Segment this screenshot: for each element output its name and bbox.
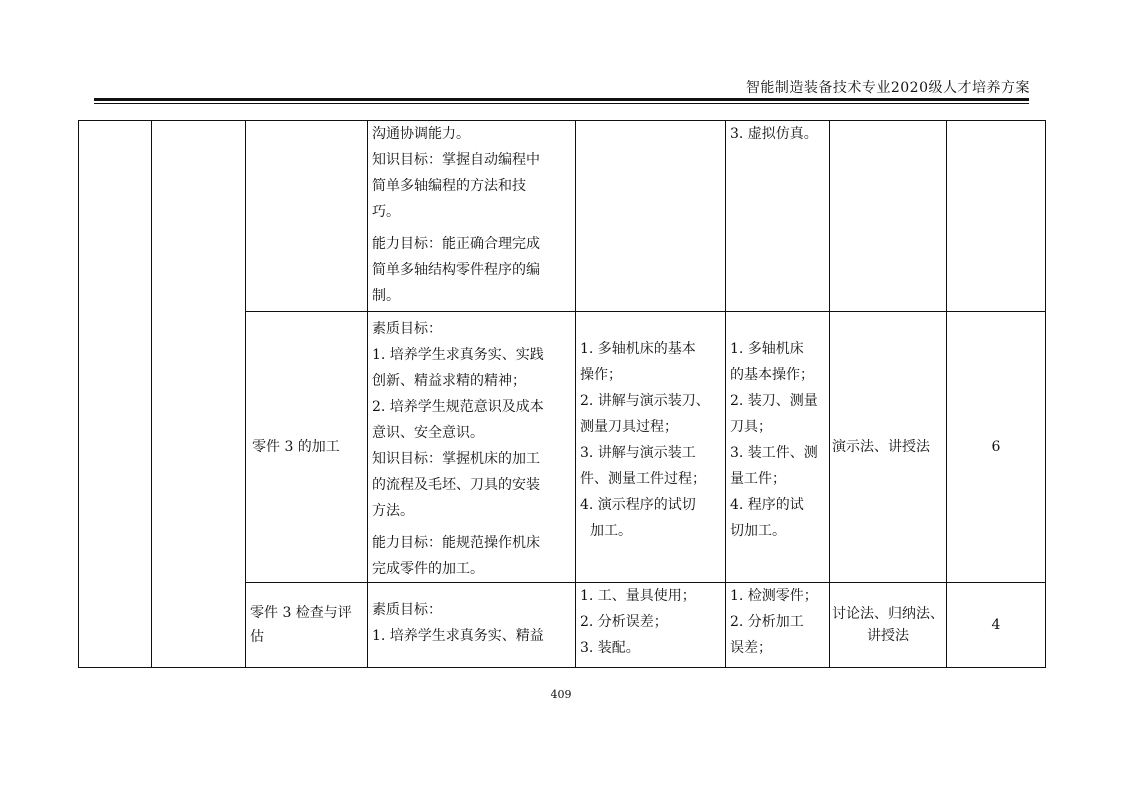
activity-line: 1. 检测零件；: [730, 588, 818, 604]
goal-line: 能力目标：能正确合理完成: [372, 236, 540, 252]
content-line: 2. 分析误差；: [580, 614, 668, 630]
goals-cell: [368, 121, 576, 312]
goal-line: 完成零件的加工。: [372, 561, 484, 577]
goal-line: 知识目标：掌握机床的加工: [372, 451, 540, 467]
hours-cell: 4: [947, 583, 1046, 668]
content-line: 测量刀具过程；: [580, 419, 678, 435]
goal-line: 方法。: [372, 503, 414, 519]
activity-line: 2. 装刀、测量: [730, 393, 818, 409]
goal-line: 创新、精益求精的精神；: [372, 373, 526, 389]
unit-cell: [246, 121, 368, 312]
activity-line: 误差；: [730, 640, 772, 656]
goals-cell: [368, 312, 576, 583]
goal-line: 2. 培养学生规范意识及成本: [372, 399, 544, 415]
document-header-title: 智能制造装备技术专业2020级人才培养方案: [745, 80, 1030, 96]
activity-line: 切加工。: [730, 523, 786, 539]
hours-cell: [947, 121, 1046, 312]
goal-line: 沟通协调能力。: [372, 126, 470, 142]
goal-line: 的流程及毛坯、刀具的安装: [372, 477, 540, 493]
content-line: 件、测量工件过程；: [580, 471, 706, 487]
goal-line: 1. 培养学生求真务实、精益: [372, 628, 544, 644]
goal-line: 巧。: [372, 204, 400, 220]
content-line: 操作；: [580, 367, 622, 383]
goal-line: 素质目标：: [372, 602, 442, 618]
goal-line: 能力目标：能规范操作机床: [372, 535, 540, 551]
table-row: [79, 121, 1046, 312]
goal-line: 知识目标：掌握自动编程中: [372, 152, 540, 168]
goal-line: 制。: [372, 288, 400, 304]
header-rule-thick: [94, 98, 1029, 101]
content-line: 3. 讲解与演示装工: [580, 445, 696, 461]
course-plan-table: [78, 120, 1046, 668]
content-line: 加工。: [590, 523, 632, 539]
goal-line: 意识、安全意识。: [372, 425, 484, 441]
methods-cell: [830, 121, 947, 312]
activity-line: 的基本操作；: [730, 367, 814, 383]
activity-line: 3. 虚拟仿真。: [730, 126, 818, 142]
activities-cell: [726, 121, 830, 312]
unit-cell: 零件 3 的加工: [246, 312, 368, 583]
content-cell: [576, 312, 726, 583]
project-cell: [152, 121, 246, 668]
activity-line: 1. 多轴机床: [730, 341, 804, 357]
header-rule-thin: [94, 103, 1029, 104]
page-number: 409: [550, 688, 572, 701]
content-line: 2. 讲解与演示装刀、: [580, 393, 710, 409]
activities-cell: [726, 312, 830, 583]
goals-cell: [368, 583, 576, 668]
unit-cell: 零件 3 检查与评估: [246, 583, 368, 668]
goal-line: 素质目标：: [372, 321, 442, 337]
content-cell: [576, 583, 726, 668]
content-cell: [576, 121, 726, 312]
hours-cell: 6: [947, 312, 1046, 583]
module-cell: [79, 121, 152, 668]
goal-line: 1. 培养学生求真务实、实践: [372, 347, 544, 363]
goal-line: 简单多轴编程的方法和技: [372, 178, 526, 194]
content-line: 1. 多轴机床的基本: [580, 341, 696, 357]
activity-line: 3. 装工件、测: [730, 445, 818, 461]
methods-cell: 讨论法、归纳法、讲授法: [830, 583, 947, 668]
activity-line: 量工件；: [730, 471, 786, 487]
methods-cell: 演示法、讲授法: [830, 312, 947, 583]
activity-line: 刀具；: [730, 419, 772, 435]
goal-line: 简单多轴结构零件程序的编: [372, 262, 540, 278]
activities-cell: [726, 583, 830, 668]
activity-line: 4. 程序的试: [730, 497, 804, 513]
content-line: 1. 工、量具使用；: [580, 588, 696, 604]
content-line: 4. 演示程序的试切: [580, 497, 696, 513]
activity-line: 2. 分析加工: [730, 614, 804, 630]
content-line: 3. 装配。: [580, 640, 640, 656]
